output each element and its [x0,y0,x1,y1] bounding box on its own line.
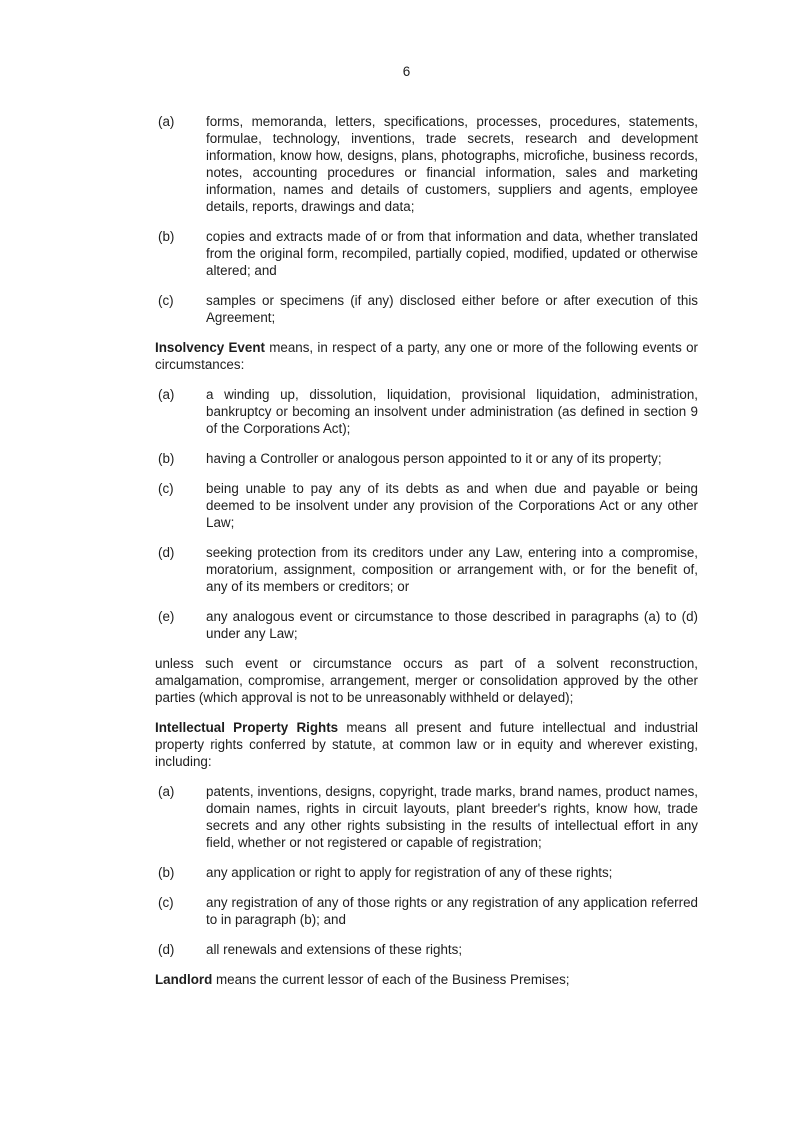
list-item-label: (e) [158,609,175,624]
list-item-text: patents, inventions, designs, copyright, trade marks, brand names, product names, domain names, rights in circuit layouts, plant breeder's rights, know how, trade secrets and any other rights subsisting in the results of intellectual effort in any field, whether or not registered or capable of registration; [206,784,698,850]
list-item [155,783,698,851]
list-item-label: (c) [158,293,174,308]
list-item-text: having a Controller or analogous person appointed to it or any of its property; [206,451,662,466]
list-item [155,292,698,326]
list-item [155,480,698,531]
definition-paragraph [155,339,698,373]
list-item-text: any registration of any of those rights or any registration of any application referred to in paragraph (b); and [206,895,698,927]
list-item-text: any analogous event or circumstance to those described in paragraphs (a) to (d) under any Law; [206,609,698,641]
list-item [155,450,698,467]
list-item-label: (a) [158,784,175,799]
paragraph-text: unless such event or circumstance occurs as part of a solvent reconstruction, amalgamation, compromise, arrangement, merger or consolidation approved by the other parties (which approval is not to be unreasonably withheld or delayed); [155,656,698,705]
list-item-text: all renewals and extensions of these rights; [206,942,463,957]
list-item-text: a winding up, dissolution, liquidation, provisional liquidation, administration, bankruptcy or becoming an insolvent under administration (as defined in section 9 of the Corporations Act); [206,387,698,436]
page-number: 6 [402,64,411,79]
list-item [155,864,698,881]
definition-text: means the current lessor of each of the Business Premises; [212,972,570,987]
definition-text: means, in respect of a party, any one or more of the following events or circumstances: [155,340,698,372]
definition-term: Intellectual Property Rights [155,720,339,735]
list-item-text: seeking protection from its creditors under any Law, entering into a compromise, moratorium, assignment, composition or arrangement with, or for the benefit of, any of its members or creditors; or [206,545,698,594]
list-item-text: samples or specimens (if any) disclosed either before or after execution of this Agreement; [206,293,698,325]
list-item [155,113,698,215]
page-content [155,113,698,988]
definition-term: Landlord [155,972,213,987]
list-item-label: (a) [158,114,175,129]
list-item-label: (c) [158,481,174,496]
list-item [155,228,698,279]
list-item-label: (b) [158,865,175,880]
list-item [155,941,698,958]
list-item [155,544,698,595]
list-item [155,386,698,437]
list-item-text: forms, memoranda, letters, specifications, processes, procedures, statements, formulae, technology, inventions, trade secrets, research and development information, know how, designs, plans, photographs, microfiche, business records, notes, accounting procedures or financial information, sales and marketing information, names and details of customers, suppliers and agents, employee details, reports, drawings and data; [206,114,698,214]
list-item-label: (b) [158,229,175,244]
definition-paragraph [155,719,698,770]
list-item-label: (d) [158,545,175,560]
definition-paragraph [155,971,698,988]
list-item-label: (b) [158,451,175,466]
list-item [155,894,698,928]
list-item-label: (c) [158,895,174,910]
definition-text: means all present and future intellectual and industrial property rights conferred by statute, at common law or in equity and wherever existing, including: [155,720,698,769]
definition-term: Insolvency Event [155,340,265,355]
list-item-text: being unable to pay any of its debts as and when due and payable or being deemed to be insolvent under any provision of the Corporations Act or any other Law; [206,481,698,530]
list-item-text: any application or right to apply for registration of any of these rights; [206,865,613,880]
body-paragraph [155,655,698,706]
list-item-text: copies and extracts made of or from that information and data, whether translated from the original form, recompiled, partially copied, modified, updated or otherwise altered; and [206,229,698,278]
list-item-label: (d) [158,942,175,957]
list-item [155,608,698,642]
list-item-label: (a) [158,387,175,402]
